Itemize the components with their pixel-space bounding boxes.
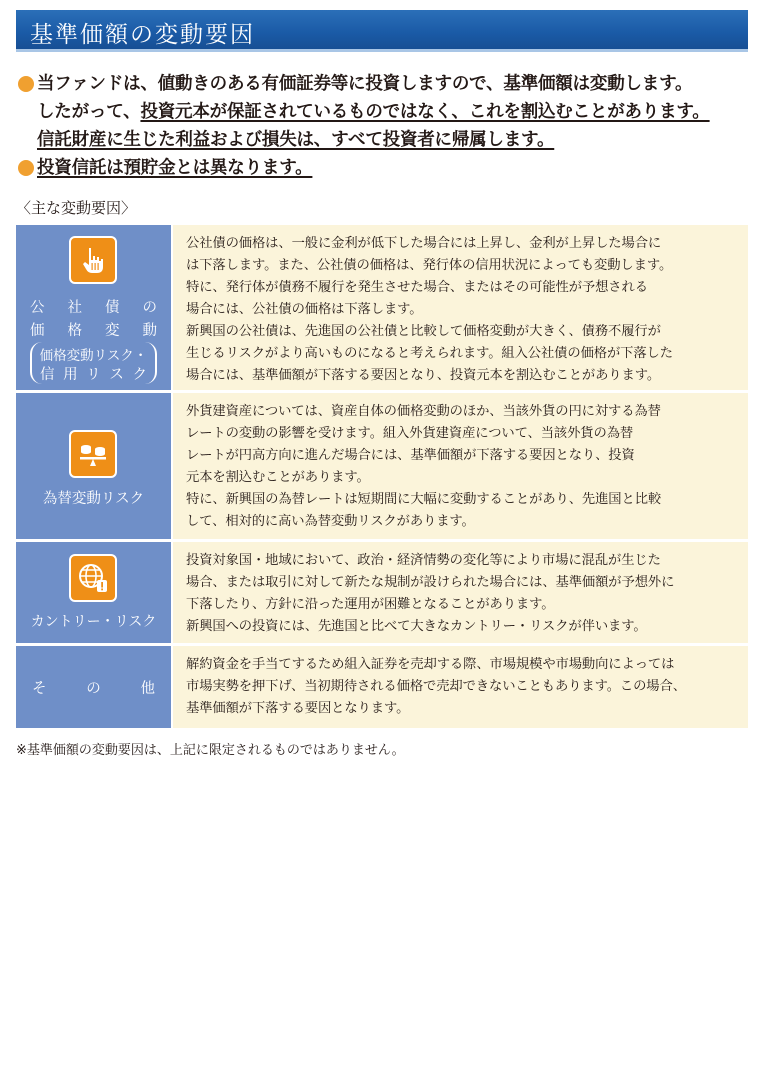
page-title: 基準価額の変動要因 — [30, 22, 255, 48]
paren-line-1: 価格変動リスク・ — [39, 348, 148, 364]
body-line: 公社債の価格は、一般に金利が低下した場合には上昇し、金利が上昇した場合に — [186, 236, 662, 251]
body-line: して、相対的に高い為替変動リスクがあります。 — [186, 514, 475, 529]
body-line: 新興国の公社債は、先進国の公社債と比較して価格変動が大きく、債務不履行が — [186, 324, 661, 339]
body-line: 投資対象国・地域において、政治・経済情勢の変化等により市場に混乱が生じた — [186, 553, 661, 568]
label-char: リ — [86, 367, 101, 383]
factor-body-other — [173, 646, 748, 728]
notice-line-1 — [16, 70, 756, 98]
factor-label-country — [16, 542, 171, 643]
notice-underlined: 投資信託は預貯金とは異なります。 — [37, 158, 313, 178]
body-line: 市場実勢を押下げ、当初期待される価格で売却できないこともあります。この場合、 — [186, 679, 686, 694]
body-line: 新興国への投資には、先進国と比べて大きなカントリー・リスクが伴います。 — [186, 619, 647, 634]
paren-line-2 — [16, 363, 171, 384]
factor-row-country — [16, 542, 748, 643]
label-char: 信 — [40, 367, 55, 383]
orange-bullet-icon — [18, 160, 34, 176]
body-line: 下落したり、方針に沿った運用が困難となることがあります。 — [186, 597, 555, 612]
body-line: 基準価額が下落する要因となります。 — [186, 701, 410, 716]
notice-line-4 — [16, 154, 756, 182]
notice-text-wrap — [37, 98, 710, 126]
body-line: 場合には、公社債の価格は下落します。 — [186, 302, 423, 317]
factor-row-currency — [16, 393, 748, 539]
notice-line-2 — [16, 98, 756, 126]
factor-label-text: 為替変動リスク — [42, 491, 145, 507]
label-char: の — [142, 300, 157, 316]
label-line-2 — [16, 319, 171, 340]
label-char: 社 — [67, 300, 82, 316]
title-bar — [16, 10, 748, 52]
label-char: そ — [32, 681, 47, 697]
label-char: の — [86, 681, 101, 697]
body-line: 場合には、基準価額が下落する要因となり、投資元本を割込むことがあります。 — [186, 368, 661, 383]
label-line-1 — [16, 296, 171, 317]
label-char: 格 — [67, 323, 82, 339]
factor-row-other — [16, 646, 748, 728]
factor-label-currency — [16, 393, 171, 539]
orange-bullet-icon — [18, 76, 34, 92]
label-char: 他 — [140, 681, 155, 697]
label-char: ク — [132, 367, 147, 383]
factor-label-other — [16, 646, 171, 728]
scale-coins-icon — [69, 430, 117, 478]
body-line: は下落します。また、公社債の価格は、発行体の信用状況によっても変動します。 — [186, 258, 673, 273]
label-char: 用 — [63, 367, 78, 383]
hand-pointing-icon — [69, 236, 117, 284]
label-char: 変 — [105, 323, 120, 339]
body-line: 場合、または取引に対して新たな規制が設けられた場合には、基準価額が予想外に — [186, 575, 675, 590]
body-line: 解約資金を手当てするため組入証券を売却する際、市場規模や市場動向によっては — [186, 657, 675, 672]
factor-body-currency — [173, 393, 748, 539]
notice-text: 当ファンドは、値動きのある有価証券等に投資しますので、基準価額は変動します。 — [37, 74, 693, 94]
body-line: レートの変動の影響を受けます。組入外貨建資産について、当該外貨の為替 — [186, 426, 634, 441]
notice-underlined: 信託財産に生じた利益および損失は、すべて投資者に帰属します。 — [37, 130, 555, 150]
notice-line-3 — [16, 126, 756, 154]
notice-prefix: したがって、 — [37, 102, 141, 122]
body-line: 元本を割込むことがあります。 — [186, 470, 370, 485]
label-char: 価 — [30, 323, 45, 339]
factor-label-text: カントリー・リスク — [30, 614, 157, 630]
label-char: 公 — [30, 300, 45, 316]
body-line: 外貨建資産については、資産自体の価格変動のほか、当該外貨の円に対する為替 — [186, 404, 661, 419]
body-line: 特に、新興国の為替レートは短期間に大幅に変動することがあり、先進国と比較 — [186, 492, 662, 507]
label-char: 債 — [105, 300, 120, 316]
body-line: 特に、発行体が債務不履行を発生させた場合、またはその可能性が予想される — [186, 280, 648, 295]
factor-label-bond — [16, 225, 171, 390]
label-char: ス — [109, 367, 124, 383]
body-line: 生じるリスクがより高いものになると考えられます。組入公社債の価格が下落した — [186, 346, 673, 361]
factor-body-country — [173, 542, 748, 643]
label-char: 動 — [142, 323, 157, 339]
notices — [16, 70, 756, 182]
notice-underlined: 投資元本が保証されているものではなく、これを割込むことがあります。 — [140, 102, 710, 122]
factor-label-text — [16, 677, 171, 698]
globe-warning-icon — [69, 554, 117, 602]
body-line: レートが円高方向に進んだ場合には、基準価額が下落する要因となり、投資 — [186, 448, 635, 463]
section-label: 〈主な変動要因〉 — [16, 199, 137, 217]
factor-body-bond — [173, 225, 748, 390]
factor-row-bond — [16, 225, 748, 390]
footnote: ※基準価額の変動要因は、上記に限定されるものではありません。 — [16, 743, 405, 758]
